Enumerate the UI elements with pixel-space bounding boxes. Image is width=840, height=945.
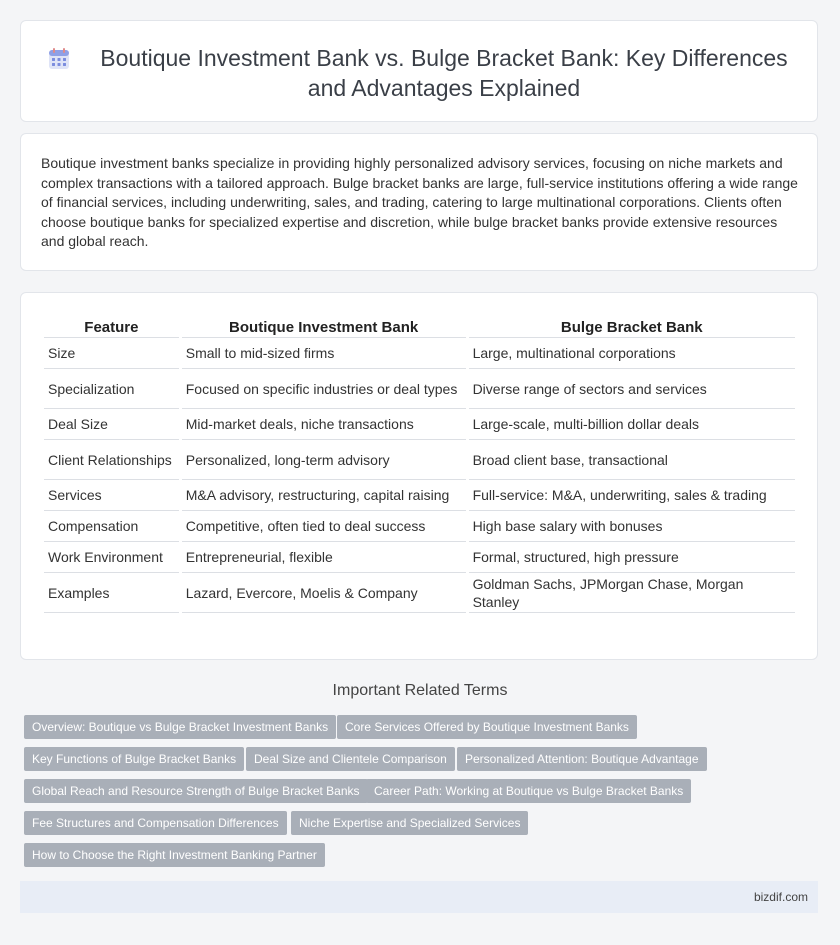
intro-card <box>20 133 818 271</box>
related-term-link[interactable]: Key Functions of Bulge Bracket Banks <box>24 747 244 771</box>
table-cell: Entrepreneurial, flexible <box>182 542 466 573</box>
table-cell: High base salary with bonuses <box>469 511 795 542</box>
footer <box>20 881 818 913</box>
table-cell: M&A advisory, restructuring, capital raising <box>182 480 466 511</box>
table-cell: Large, multinational corporations <box>469 338 795 369</box>
comparison-table-card <box>20 292 818 660</box>
table-cell: Compensation <box>44 511 179 542</box>
related-term-link[interactable]: Fee Structures and Compensation Differences <box>24 811 287 835</box>
table-cell: Lazard, Evercore, Moelis & Company <box>182 573 466 613</box>
table-row <box>44 338 795 369</box>
column-header-boutique: Boutique Investment Bank <box>182 317 466 338</box>
related-term-link[interactable]: Niche Expertise and Specialized Services <box>291 811 528 835</box>
comparison-table <box>41 317 798 613</box>
header-card <box>20 20 818 122</box>
table-cell: Full-service: M&A, underwriting, sales & trading <box>469 480 795 511</box>
calendar-icon <box>47 47 71 71</box>
table-cell: Client Relationships <box>44 440 179 480</box>
table-cell: Large-scale, multi-billion dollar deals <box>469 409 795 440</box>
table-cell: Diverse range of sectors and services <box>469 369 795 409</box>
table-row <box>44 480 795 511</box>
table-cell: Formal, structured, high pressure <box>469 542 795 573</box>
table-row <box>44 440 795 480</box>
table-cell: Broad client base, transactional <box>469 440 795 480</box>
related-term-link[interactable]: Personalized Attention: Boutique Advantage <box>457 747 707 771</box>
table-cell: Deal Size <box>44 409 179 440</box>
table-cell: Personalized, long-term advisory <box>182 440 466 480</box>
table-header-row <box>44 317 795 338</box>
table-row <box>44 511 795 542</box>
footer-brand[interactable]: bizdif.com <box>753 890 808 904</box>
table-cell: Examples <box>44 573 179 613</box>
table-cell: Focused on specific industries or deal types <box>182 369 466 409</box>
table-row <box>44 409 795 440</box>
intro-paragraph: Boutique investment banks specialize in providing highly personalized advisory services, focusing on niche markets and complex transactions with a tailored approach. Bulge bracket banks are large, full-service institutions offering a wide range of financial services, including underwriting, sales, and trading, catering to large multinational corporations. Clients often choose boutique banks for specialized expertise and discretion, while bulge bracket banks provide extensive resources and global reach. <box>41 155 798 249</box>
table-cell: Services <box>44 480 179 511</box>
table-cell: Specialization <box>44 369 179 409</box>
related-term-link[interactable]: Core Services Offered by Boutique Investment Banks <box>337 715 637 739</box>
related-term-link[interactable]: How to Choose the Right Investment Banking Partner <box>24 843 325 867</box>
table-cell: Small to mid-sized firms <box>182 338 466 369</box>
table-cell: Size <box>44 338 179 369</box>
column-header-feature: Feature <box>44 317 179 338</box>
table-cell: Mid-market deals, niche transactions <box>182 409 466 440</box>
table-row <box>44 369 795 409</box>
table-cell: Goldman Sachs, JPMorgan Chase, Morgan Stanley <box>469 573 795 613</box>
table-row <box>44 542 795 573</box>
table-row <box>44 573 795 613</box>
related-term-link[interactable]: Career Path: Working at Boutique vs Bulge Bracket Banks <box>366 779 691 803</box>
related-term-link[interactable]: Overview: Boutique vs Bulge Bracket Investment Banks <box>24 715 336 739</box>
table-cell: Competitive, often tied to deal success <box>182 511 466 542</box>
table-cell: Work Environment <box>44 542 179 573</box>
column-header-bulge: Bulge Bracket Bank <box>469 317 795 338</box>
related-term-link[interactable]: Deal Size and Clientele Comparison <box>246 747 455 771</box>
related-terms-title: Important Related Terms <box>332 682 508 699</box>
related-term-link[interactable]: Global Reach and Resource Strength of Bulge Bracket Banks <box>24 779 368 803</box>
page-title: Boutique Investment Bank vs. Bulge Bracket Bank: Key Differences and Advantages Explained <box>100 45 788 101</box>
